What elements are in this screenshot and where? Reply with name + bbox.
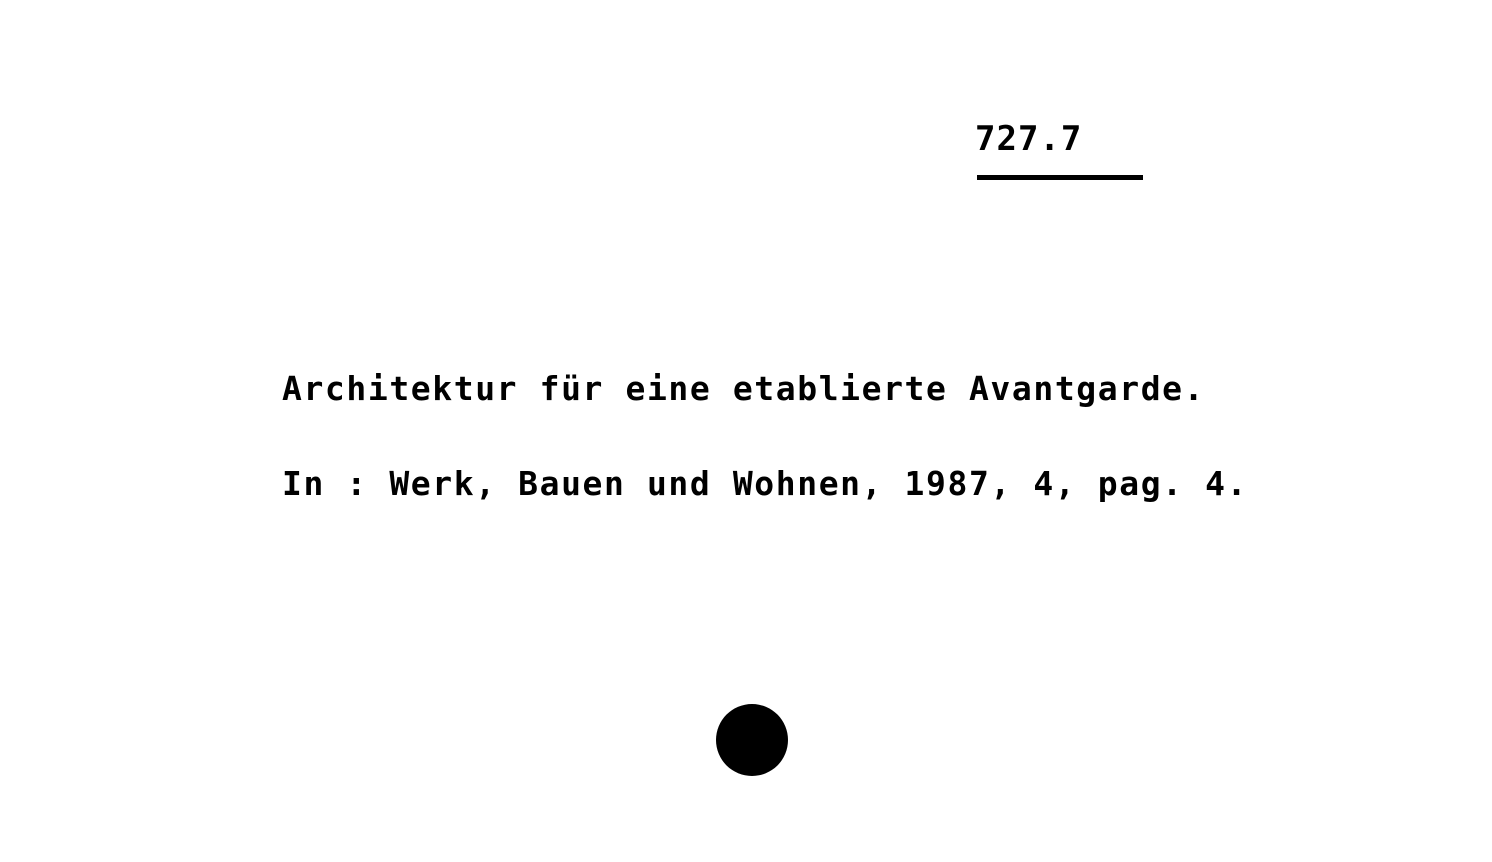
entry-source: In : Werk, Bauen und Wohnen, 1987, 4, pag. 4. — [282, 464, 1249, 503]
entry-title: Architektur für eine etablierte Avantgarde. — [282, 369, 1206, 408]
classmark-underline — [977, 175, 1143, 180]
classmark-number: 727.7 — [975, 119, 1083, 159]
punch-hole-dot — [716, 704, 788, 776]
catalogue-entry — [282, 369, 1412, 503]
